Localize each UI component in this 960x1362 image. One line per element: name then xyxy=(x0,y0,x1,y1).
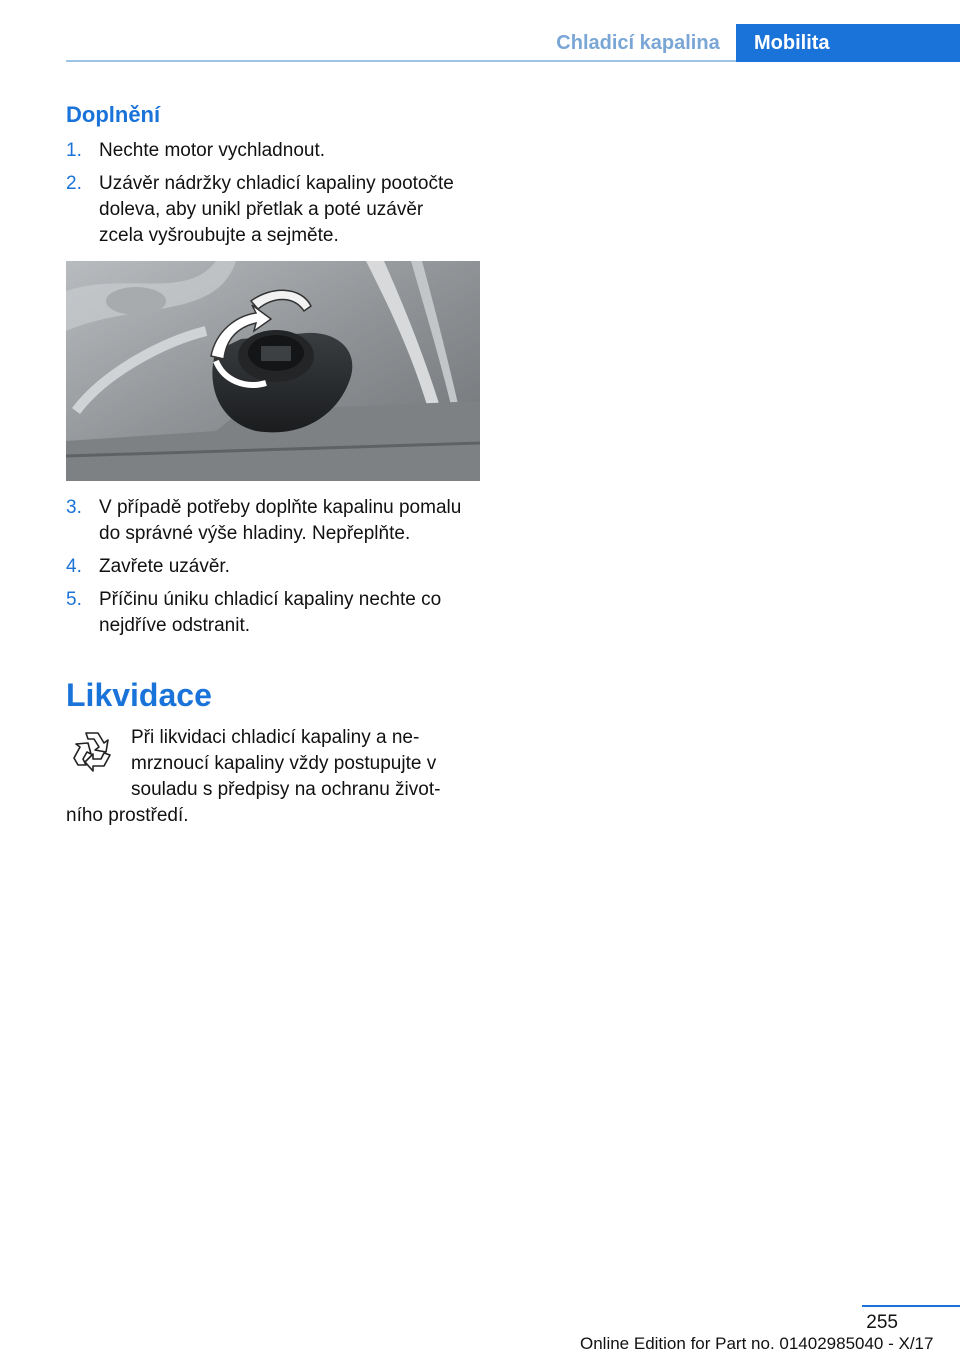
disposal-line: ního prostředí. xyxy=(66,805,189,826)
refill-steps-after xyxy=(66,495,482,639)
step-text-line: doleva, aby unikl přetlak a poté uzávěr xyxy=(99,199,424,220)
main-content xyxy=(66,100,482,829)
step-number: 2. xyxy=(66,173,82,194)
footer-rule xyxy=(862,1305,960,1307)
footer-edition: Online Edition for Part no. 01402985040 - X/17 xyxy=(580,1334,934,1353)
step-number: 3. xyxy=(66,497,82,518)
disposal-line: mrznoucí kapaliny vždy postupujte v xyxy=(131,753,437,774)
disposal-line: Při likvidaci chladicí kapaliny a ne- xyxy=(131,727,420,748)
header-section-tab[interactable]: Chladicí kapalina xyxy=(556,32,720,54)
refill-heading: Doplnění xyxy=(66,102,161,127)
step-text-line: nejdříve odstranit. xyxy=(99,615,251,636)
step-text-line: zcela vyšroubujte a sejměte. xyxy=(99,225,339,246)
step-5 xyxy=(66,587,482,639)
disposal-heading: Likvidace xyxy=(66,677,212,713)
disposal-line: souladu s předpisy na ochranu život- xyxy=(131,779,441,800)
step-number: 5. xyxy=(66,589,82,610)
disposal-text xyxy=(66,725,482,829)
step-number: 1. xyxy=(66,140,82,161)
step-text-line: Příčinu úniku chladicí kapaliny nechte co xyxy=(99,589,442,610)
step-text-line: V případě potřeby doplňte kapalinu pomalu xyxy=(99,497,462,518)
step-text-line: Uzávěr nádržky chladicí kapaliny pootočte xyxy=(99,173,454,194)
step-text-line: Zavřete uzávěr. xyxy=(99,556,230,577)
header-chapter-tab[interactable]: Mobilita xyxy=(736,24,960,62)
step-text-line: do správné výše hladiny. Nepřeplňte. xyxy=(99,523,411,544)
step-2 xyxy=(66,171,482,249)
coolant-cap-photo xyxy=(66,261,480,481)
refill-steps-before xyxy=(66,138,482,249)
page-number: 255 xyxy=(866,1312,898,1333)
step-3 xyxy=(66,495,482,547)
disposal-note xyxy=(66,725,482,829)
recycle-icon xyxy=(66,725,118,777)
step-1 xyxy=(66,138,482,164)
step-4 xyxy=(66,554,482,580)
step-text: Nechte motor vychladnout. xyxy=(99,140,326,161)
step-number: 4. xyxy=(66,556,82,577)
